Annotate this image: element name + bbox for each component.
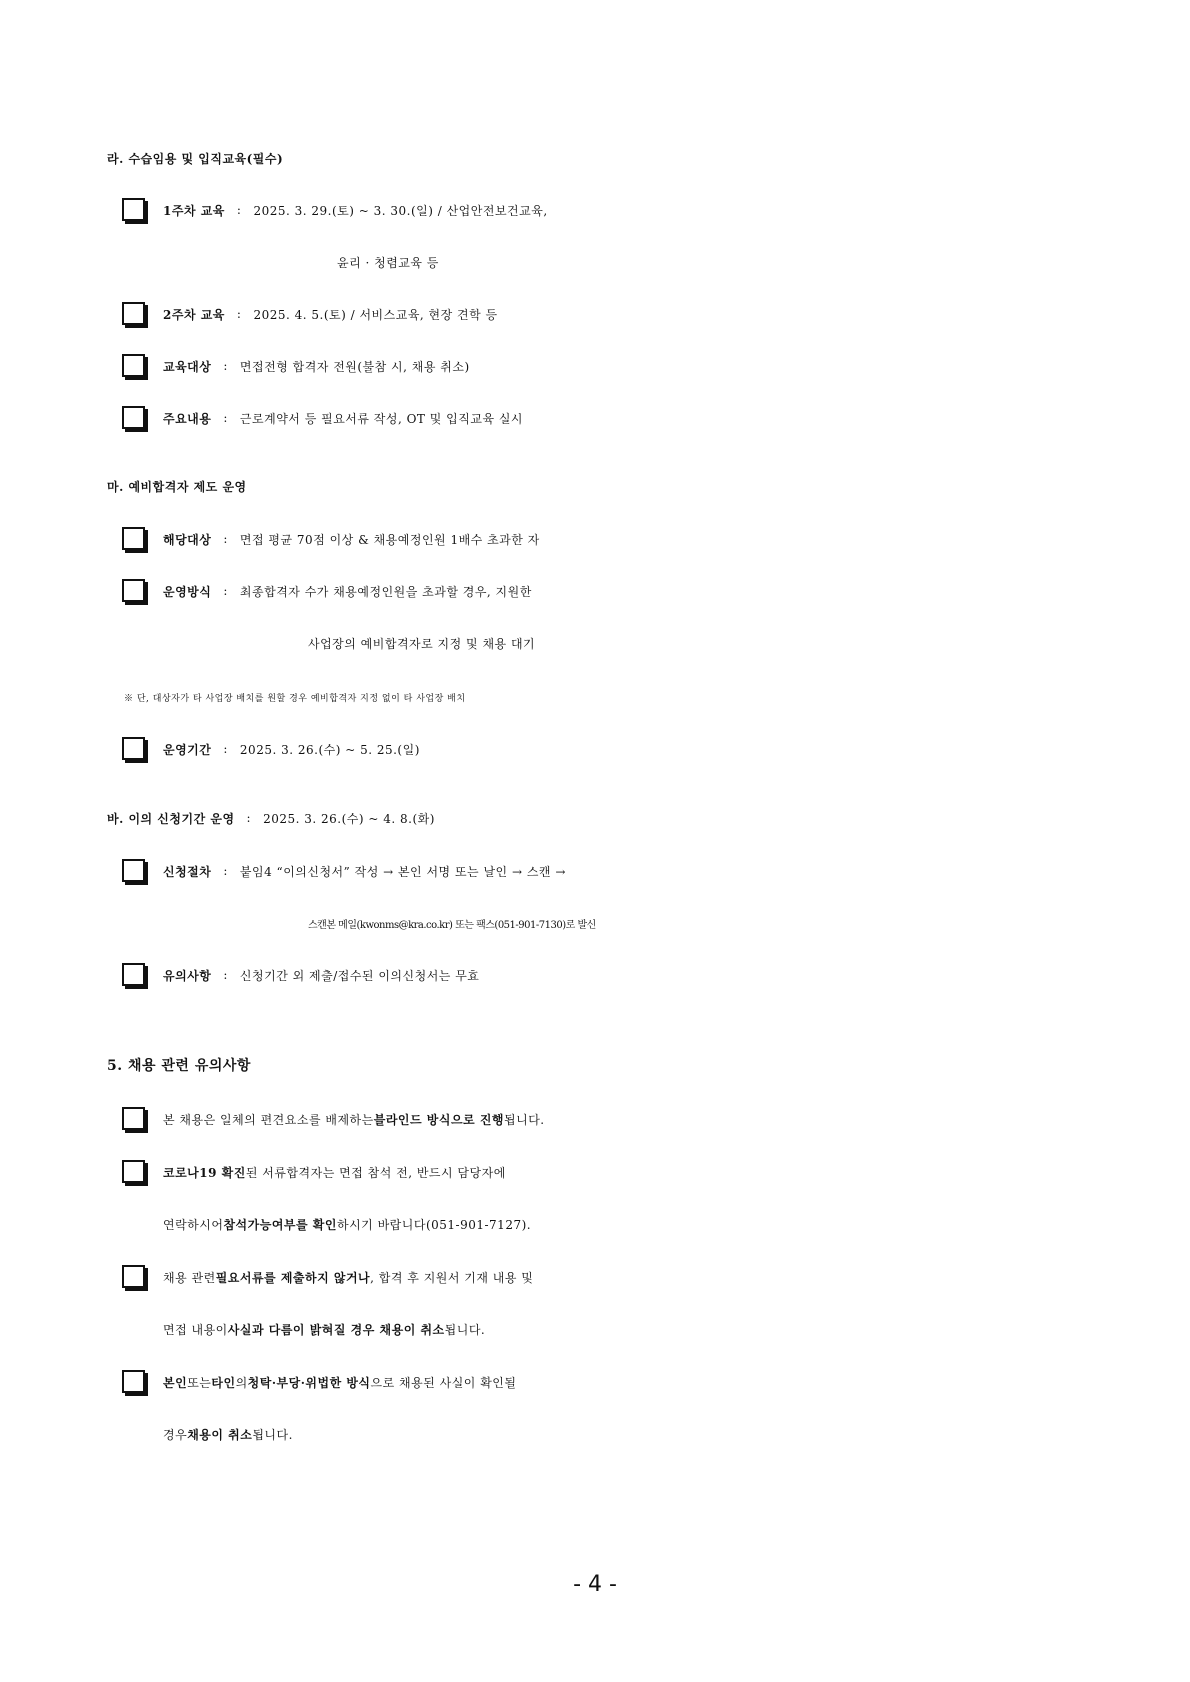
list-item: 교육대상 : 면접전형 합격자 전원(불참 시, 채용 취소) [0, 344, 1190, 388]
list-item: 유의사항 : 신청기간 외 제출/접수된 이의신청서는 무효 [0, 953, 1190, 997]
list-item-continuation: 윤리 · 청렴교육 등 [337, 255, 439, 270]
checkbox-bullet-icon [122, 406, 145, 429]
checkbox-bullet-icon [122, 1160, 145, 1183]
list-item: 주요내용 : 근로계약서 등 필요서류 작성, OT 및 입직교육 실시 [0, 396, 1190, 440]
checkbox-bullet-icon [122, 1107, 145, 1130]
list-item: 채용 관련 필요서류를 제출하지 않거나 , 합격 후 지원서 기재 내용 및 [0, 1255, 1190, 1299]
checkbox-bullet-icon [122, 963, 145, 986]
list-item: 운영기간 : 2025. 3. 26.(수) ~ 5. 25.(일) [0, 727, 1190, 771]
list-item: 1주차 교육 : 2025. 3. 29.(토) ~ 3. 30.(일) / 산업안전보건교육, [0, 188, 1190, 232]
checkbox-bullet-icon [122, 859, 145, 882]
checkbox-bullet-icon [122, 579, 145, 602]
list-item-continuation: 연락하시어 참석가능여부를 확인 하시기 바랍니다(051-901-7127). [163, 1217, 532, 1232]
list-item: 신청절차 : 붙임4 “이의신청서” 작성 → 본인 서명 또는 날인 → 스캔 → [0, 849, 1190, 893]
checkbox-bullet-icon [122, 354, 145, 377]
list-item: 운영방식 : 최종합격자 수가 채용예정인원을 초과할 경우, 지원한 [0, 569, 1190, 613]
checkbox-bullet-icon [122, 527, 145, 550]
section-heading-5: 5. 채용 관련 유의사항 [107, 1058, 251, 1074]
list-item: 본인 또는 타인 의 청탁·부당·위법한 방식 으로 채용된 사실이 확인될 [0, 1360, 1190, 1404]
list-item: 코로나19 확진 된 서류합격자는 면접 참석 전, 반드시 담당자에 [0, 1150, 1190, 1194]
list-item: 2주차 교육 : 2025. 4. 5.(토) / 서비스교육, 현장 견학 등 [0, 292, 1190, 336]
list-item: 본 채용은 일체의 편견요소를 배제하는 블라인드 방식으로 진행 됩니다. [0, 1097, 1190, 1141]
checkbox-bullet-icon [122, 198, 145, 221]
section-heading-ra: 라. 수습임용 및 입직교육(필수) [107, 151, 284, 166]
list-item-continuation: 면접 내용이 사실과 다름이 밝혀질 경우 채용이 취소 됩니다. [163, 1322, 486, 1337]
note-text: ※ 단, 대상자가 타 사업장 배치를 원할 경우 예비합격자 지정 없이 타 사업장 배치 [124, 693, 466, 704]
list-item-continuation: 경우 채용이 취소 됩니다. [163, 1427, 293, 1442]
section-heading-ma: 마. 예비합격자 제도 운영 [107, 479, 247, 494]
list-item-continuation: 스캔본 메일(kwonms@kra.co.kr) 또는 팩스(051-901-7130)로 발신 [308, 919, 596, 931]
page-number: - 4 - [573, 1572, 617, 1597]
checkbox-bullet-icon [122, 302, 145, 325]
checkbox-bullet-icon [122, 1370, 145, 1393]
checkbox-bullet-icon [122, 1265, 145, 1288]
section-heading-ba: 바. 이의 신청기간 운영 : 2025. 3. 26.(수) ~ 4. 8.(화) [107, 811, 435, 826]
checkbox-bullet-icon [122, 737, 145, 760]
list-item-continuation: 사업장의 예비합격자로 지정 및 채용 대기 [308, 636, 536, 651]
list-item: 해당대상 : 면접 평균 70점 이상 & 채용예정인원 1배수 초과한 자 [0, 517, 1190, 561]
